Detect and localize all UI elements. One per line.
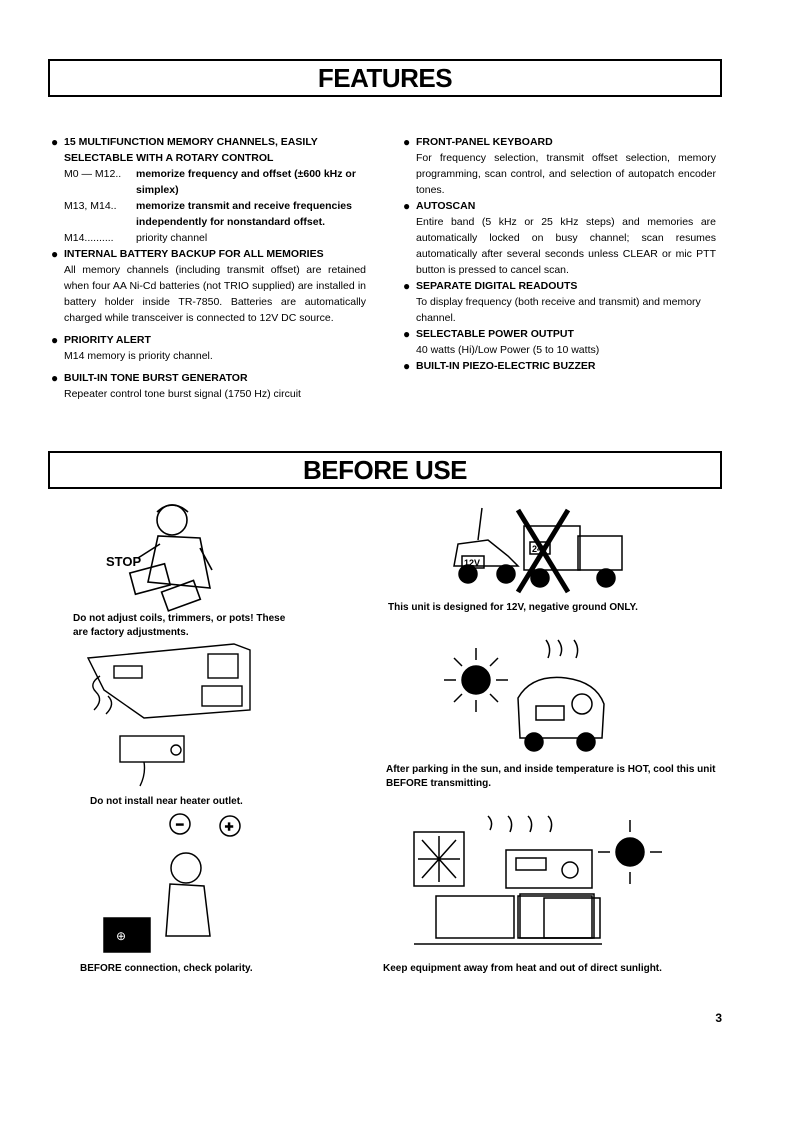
sunlight-illustration [410, 814, 670, 956]
ground-illustration [448, 504, 628, 596]
bullet-icon: ● [403, 279, 411, 293]
feature-memory-channels: ● 15 MULTIFUNCTION MEMORY CHANNELS, EASILY SELECTABLE WITH A ROTARY CONTROL [51, 135, 318, 164]
feature-autoscan-text: Entire band (5 kHz or 25 kHz steps) and memories are automatically locked on busy channel; scan resumes automatically after several seconds unless CLEAR or mic PTT button is pressed to cancel scan. [416, 216, 716, 276]
heater-illustration [84, 640, 254, 788]
truck-label: 24V [532, 544, 549, 554]
adjust-illustration [100, 492, 240, 612]
features-left-column [51, 134, 366, 402]
polarity-illustration [100, 808, 250, 958]
plate-label: 12V [464, 558, 481, 568]
caption-ground: This unit is designed for 12V, negative ground ONLY. [388, 602, 638, 613]
feature-digital-readouts: ● SEPARATE DIGITAL READOUTS [403, 279, 578, 293]
svg-text:+: + [225, 818, 234, 834]
stop-label: STOP [106, 554, 142, 569]
feature-battery-backup-text: All memory channels (including transmit offset) are retained when four AA Ni-Cd batteries (not TRIO supplied) are installed in battery holder inside TR-7850. Batteries are automatically charged while transceiver is connected to 12V DC source. [64, 264, 366, 324]
feature-autoscan: ● AUTOSCAN [403, 199, 476, 213]
features-right-column [403, 134, 716, 374]
feature-priority-alert: ● PRIORITY ALERT [51, 333, 151, 347]
caption-sunlight: Keep equipment away from heat and out of direct sunlight. [383, 963, 662, 974]
caption-heater: Do not install near heater outlet. [90, 796, 243, 807]
page-number: 3 [715, 1011, 722, 1025]
feature-power-output-text: 40 watts (Hi)/Low Power (5 to 10 watts) [416, 344, 600, 356]
svg-text:⊕: ⊕ [116, 929, 127, 943]
sun-illustration [436, 634, 616, 754]
feature-battery-backup: ● INTERNAL BATTERY BACKUP FOR ALL MEMORIES [51, 247, 324, 261]
feature-power-output: ● SELECTABLE POWER OUTPUT [403, 327, 574, 341]
memory-row-m14: M14.......... priority channel [64, 232, 208, 244]
feature-tone-burst-text: Repeater control tone burst signal (1750 Hz) circuit [64, 388, 301, 400]
feature-keyboard: ● FRONT-PANEL KEYBOARD [403, 135, 553, 149]
bullet-icon: ● [403, 327, 411, 341]
bullet-icon: ● [51, 247, 59, 261]
memory-row-m13-m14: M13, M14.. memorize transmit and receive frequencies independently for nonstandard offset. [64, 200, 352, 228]
bullet-icon: ● [51, 371, 59, 385]
feature-tone-burst: ● BUILT-IN TONE BURST GENERATOR [51, 371, 248, 385]
caption-polarity: BEFORE connection, check polarity. [80, 963, 253, 974]
bullet-icon: ● [51, 135, 59, 149]
feature-buzzer: ● BUILT-IN PIEZO-ELECTRIC BUZZER [403, 359, 596, 373]
bullet-icon: ● [51, 333, 59, 347]
feature-keyboard-text: For frequency selection, transmit offset selection, memory programming, scan control, and selection of autopatch encoder tones. [416, 152, 716, 196]
features-banner [48, 59, 722, 97]
before-use-banner [48, 451, 722, 489]
svg-text:−: − [176, 817, 184, 832]
caption-sun: After parking in the sun, and inside temperature is HOT, cool this unit BEFORE transmitting. [386, 764, 716, 789]
memory-row-m0-m12: M0 — M12.. memorize frequency and offset (±600 kHz or simplex) [64, 168, 356, 196]
features-title: FEATURES [317, 63, 453, 93]
caption-adjust: Do not adjust coils, trimmers, or pots! These are factory adjustments. [73, 613, 286, 638]
bullet-icon: ● [403, 359, 411, 373]
before-use-title: BEFORE USE [302, 455, 468, 485]
feature-priority-alert-text: M14 memory is priority channel. [64, 350, 213, 362]
bullet-icon: ● [403, 135, 411, 149]
bullet-icon: ● [403, 199, 411, 213]
feature-digital-readouts-text: To display frequency (both receive and transmit) and memory channel. [416, 296, 701, 324]
